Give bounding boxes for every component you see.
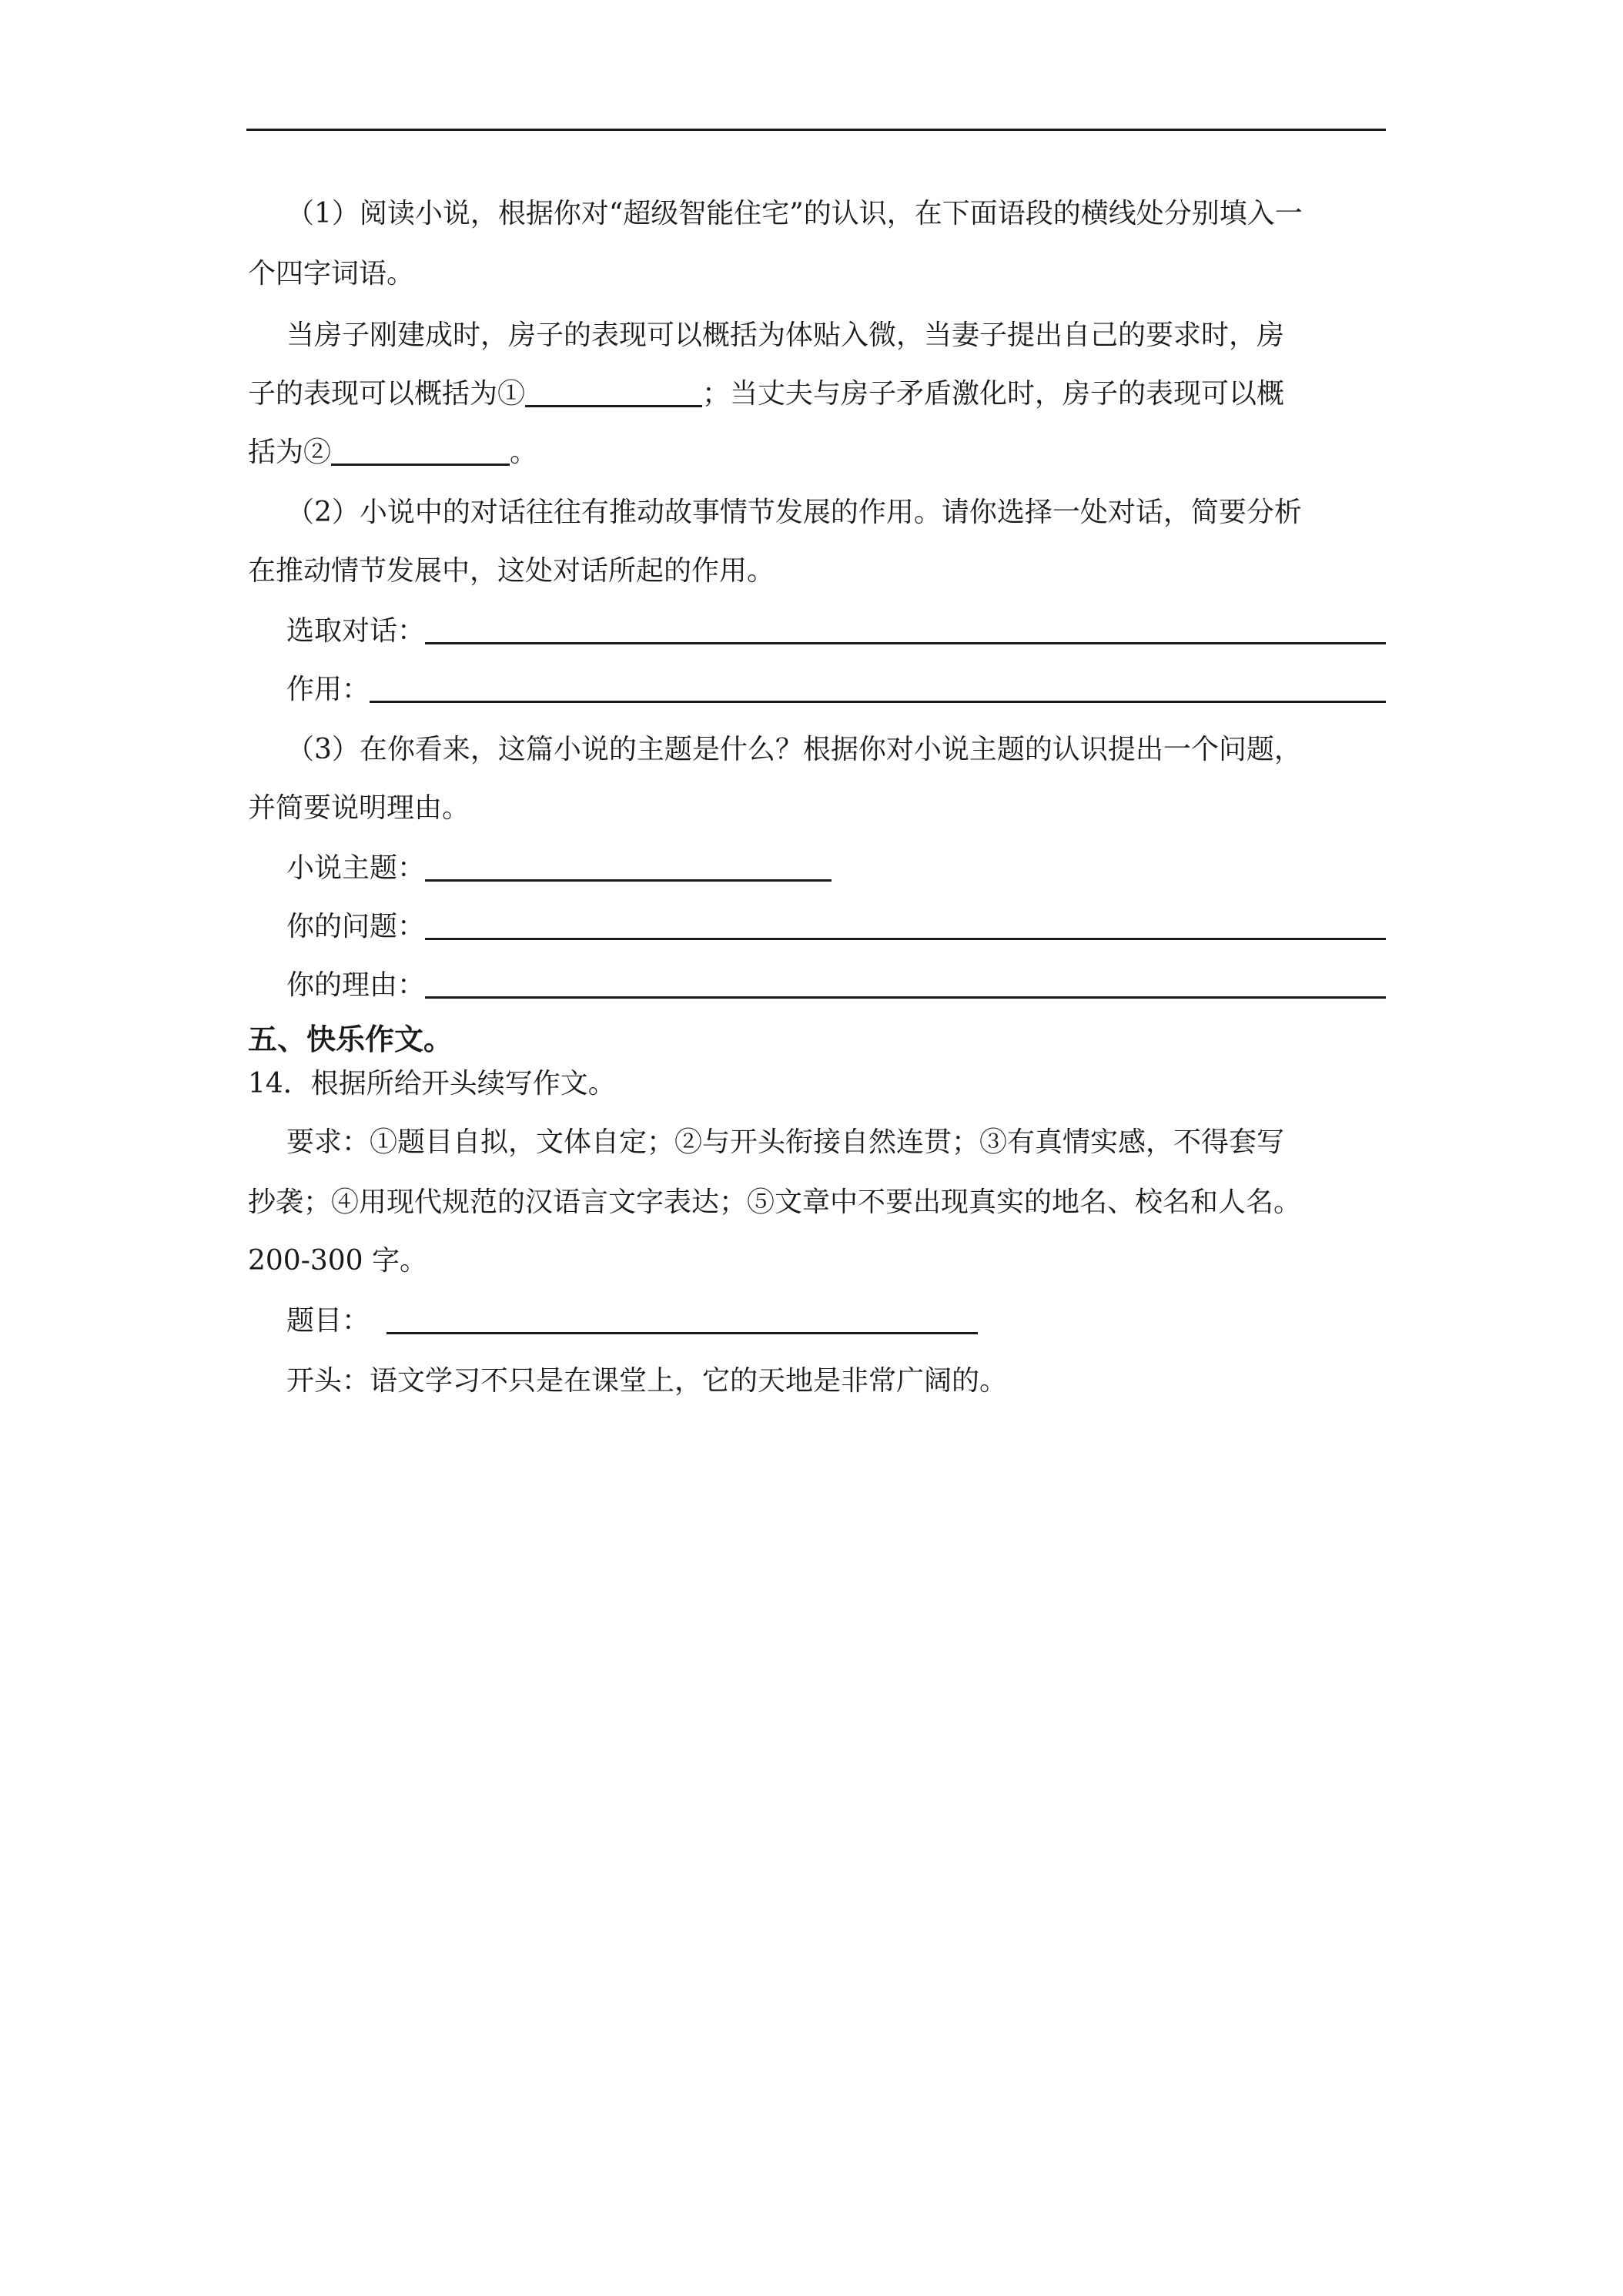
fill-line3-prefix: 括为② (248, 437, 332, 468)
answer-blank-2[interactable] (331, 437, 510, 466)
fill-line2-suffix: ；当丈夫与房子矛盾激化时，房子的表现可以概 (702, 378, 1285, 410)
header-rule (246, 129, 1386, 131)
fill-line2-prefix: 子的表现可以概括为① (248, 378, 526, 410)
q13-part1-line2: 个四字词语。 (248, 258, 415, 290)
question-row (286, 910, 1386, 944)
effect-label: 作用： (286, 674, 370, 705)
theme-row (286, 852, 832, 885)
fill-paragraph-line3 (248, 436, 537, 470)
fill-paragraph-line1: 当房子刚建成时，房子的表现可以概括为体贴入微，当妻子提出自己的要求时，房 (286, 320, 1285, 351)
question-answer-line[interactable] (425, 912, 1386, 940)
essay-title-row (286, 1304, 978, 1338)
q13-part2-line2: 在推动情节发展中，这处对话所起的作用。 (248, 555, 775, 587)
q14-requirements-line1: 要求：①题目自拟，文体自定；②与开头衔接自然连贯；③有真情实感，不得套写 (286, 1126, 1285, 1158)
essay-title-label: 题目： (286, 1305, 370, 1337)
reason-label: 你的理由： (286, 969, 426, 1001)
essay-opening: 开头：语文学习不只是在课堂上，它的天地是非常广阔的。 (286, 1365, 1008, 1397)
q13-part1-line1: （1）阅读小说，根据你对“超级智能住宅”的认识，在下面语段的横线处分别填入一 (286, 198, 1303, 229)
essay-title-answer-line[interactable] (387, 1306, 978, 1334)
fill-line3-suffix: 。 (510, 437, 538, 468)
reason-row (286, 969, 1386, 1002)
dialogue-answer-line[interactable] (425, 616, 1386, 644)
dialogue-row (286, 614, 1386, 648)
effect-answer-line[interactable] (370, 674, 1386, 703)
q14-prompt: 14．根据所给开头续写作文。 (248, 1068, 616, 1099)
q13-part3-line2: 并简要说明理由。 (248, 792, 470, 824)
answer-blank-1[interactable] (525, 379, 702, 407)
theme-label: 小说主题： (286, 852, 426, 884)
q14-requirements-line3: 200-300 字。 (248, 1245, 428, 1277)
fill-paragraph-line2 (248, 377, 1284, 411)
q14-requirements-line2: 抄袭；④用现代规范的汉语言文字表达；⑤文章中不要出现真实的地名、校名和人名。 (248, 1186, 1302, 1218)
q13-part2-line1: （2）小说中的对话往往有推动故事情节发展的作用。请你选择一处对话，简要分析 (286, 497, 1302, 528)
theme-answer-line[interactable] (425, 853, 832, 882)
reason-answer-line[interactable] (425, 970, 1386, 999)
q13-part3-line1: （3）在你看来，这篇小说的主题是什么？根据你对小说主题的认识提出一个问题， (286, 734, 1302, 765)
dialogue-label: 选取对话： (286, 615, 426, 647)
question-label: 你的问题： (286, 911, 426, 942)
effect-row (286, 673, 1386, 707)
section-five-title: 五、快乐作文。 (248, 1022, 453, 1056)
